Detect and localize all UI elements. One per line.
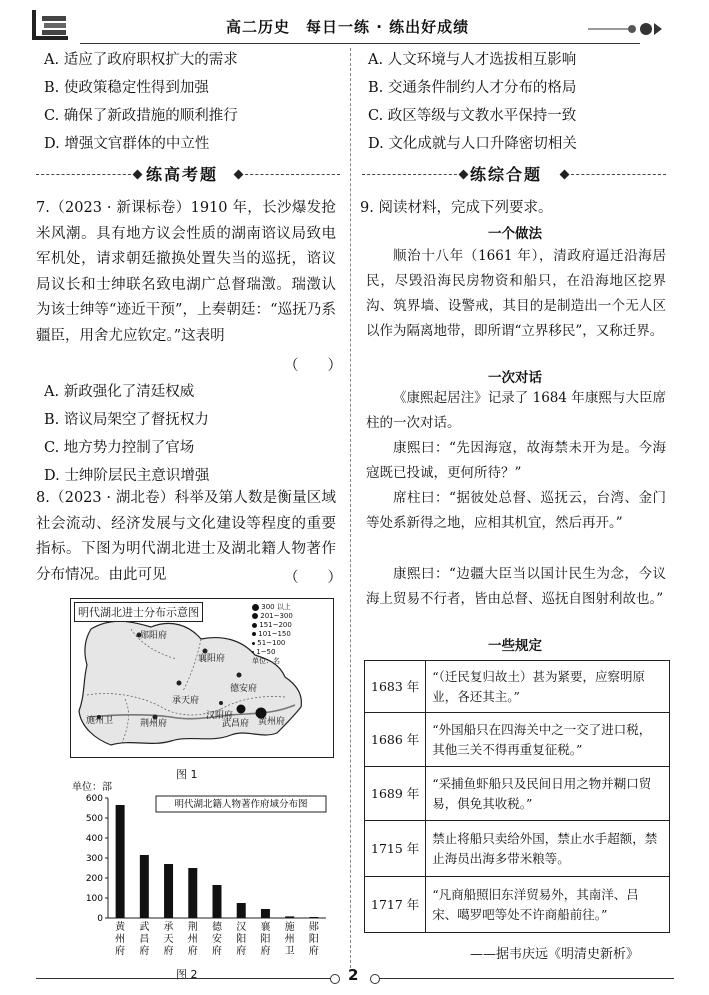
x-tick-label: 荆州府: [187, 922, 198, 957]
y-tick-label: 300: [85, 854, 103, 864]
map-place-shizhouwei: 施州卫: [86, 716, 114, 726]
x-tick-label: 承天府: [163, 922, 174, 957]
q7-stem: 7.（2023 · 新课标卷）1910 年，长沙爆发抢米风潮。具有地方议会性质的湖南谘议局致电军机处，请求朝廷撤换处置失当的巡抚，谘议局议长和士绅联名致电湖广总督瑞澂。瑞澂认为该士绅等“迹近干预”，上奏朝廷：“巡抚乃系疆臣，用舍尤应钦定。”这表明: [36, 200, 336, 344]
rule-text: “凡商船照旧东洋贸易外，其南洋、吕宋、噶罗吧等处不许商船前往。”: [426, 877, 670, 933]
map-place-hanyang: 汉阳府: [206, 711, 234, 721]
rule-text: “采捕鱼虾船只及民间日用之物并糊口贸易，俱免其收税。”: [426, 767, 670, 821]
q9-paragraph-3: 康熙曰：“先因海寇，故海禁未开为是。今海寇既已投诚，更何所待？”: [366, 440, 666, 481]
table-row: [365, 713, 670, 767]
q9-heading-3: 一些规定: [488, 638, 542, 654]
header-title: 高二历史 每日一练 · 练出好成绩: [226, 18, 470, 36]
map-place-chengtian: 承天府: [172, 696, 200, 706]
y-tick-label: 600: [85, 794, 103, 804]
bar: [164, 864, 173, 918]
x-tick-label: 襄阳府: [260, 922, 271, 957]
rules-table: [364, 660, 670, 933]
header-arrow-icon: [588, 14, 668, 44]
option-item: D. 增强文官群体的中立性: [44, 136, 210, 152]
map-caption: 图 1: [176, 768, 198, 781]
footer-dot-icon: [330, 974, 340, 984]
footer-dot-icon: [370, 974, 380, 984]
section-title-right: 练综合题: [470, 165, 543, 184]
x-tick-label: 德安府: [212, 922, 222, 957]
option-item: B. 使政策稳定性得到加强: [44, 80, 209, 96]
table-row: [365, 877, 670, 933]
map-place-xiangyang: 襄阳府: [198, 654, 226, 664]
column-divider: [350, 48, 351, 968]
left-top-options: [44, 50, 238, 162]
hubei-map: [70, 598, 334, 758]
x-tick-label: 施州卫: [284, 922, 295, 957]
q7-options: [44, 382, 209, 494]
option-item: C. 确保了新政措施的顺利推行: [44, 108, 238, 124]
q9-stem: 9. 阅读材料，完成下列要求。: [360, 200, 553, 216]
legend-item: 201~300: [252, 612, 293, 621]
rule-year: 1686 年: [365, 713, 426, 767]
legend-item: 1~50: [252, 648, 293, 657]
map-place-dean: 德安府: [230, 684, 258, 694]
legend-item: 101~150: [252, 630, 293, 639]
option-item: A. 适应了政府职权扩大的需求: [44, 52, 238, 68]
legend-unit: 单位：名: [252, 657, 280, 665]
q9-source: ——据韦庆远《明清史新析》: [470, 947, 640, 962]
y-tick-label: 400: [85, 834, 103, 844]
x-tick-label: 郧阳府: [308, 922, 319, 957]
y-tick-label: 500: [85, 814, 103, 824]
legend-item: 151~200: [252, 621, 293, 630]
chart-caption: 图 2: [176, 968, 198, 981]
y-tick-label: 200: [85, 874, 103, 884]
q9-paragraph-5: 康熙曰：“边疆大臣当以国计民生为念，今议海上贸易不行者，皆由总督、巡抚自图射利故也。”: [366, 566, 666, 607]
bar: [213, 885, 222, 918]
q9-paragraph-1: 顺治十八年（1661 年），清政府逼迁沿海居民，尽毁沿海民房物资和船只，在沿海地区挖界沟、筑界墙、设警戒，其目的是制造出一个无人区以作为隔离地带，即所谓“立界移民”，又称迁界。: [366, 248, 666, 339]
bar: [261, 909, 270, 918]
rule-year: 1683 年: [365, 661, 426, 713]
map-title: 明代湖北进士分布示意图: [74, 602, 203, 622]
rule-year: 1717 年: [365, 877, 426, 933]
option-item: D. 士绅阶层民主意识增强: [44, 468, 210, 484]
bar: [237, 903, 246, 918]
q9-heading-1: 一个做法: [488, 226, 542, 242]
page-number: 2: [348, 966, 359, 984]
bar: [285, 916, 294, 918]
y-tick-label: 0: [97, 914, 103, 924]
option-item: B. 交通条件制约人才分布的格局: [368, 80, 577, 96]
q9-paragraph-2: 《康熙起居注》记录了 1684 年康熙与大臣席柱的一次对话。: [366, 390, 666, 431]
q9-paragraph-4: 席柱曰：“据彼处总督、巡抚云，台湾、金门等处系新得之地，应相其机宜，然后再开。”: [366, 490, 666, 531]
header-book-logo: [30, 6, 74, 42]
rule-text: “（迁民复归故土）甚为紧要，应察明原业，各还其主。”: [426, 661, 670, 713]
table-row: [365, 767, 670, 821]
bar-chart-svg: [70, 778, 332, 968]
bar: [140, 855, 149, 918]
y-tick-label: 100: [85, 894, 103, 904]
q8-stem: 8.（2023 · 湖北卷）科举及第人数是衡量区域社会流动、经济发展与文化建设等程度的重要指标。下图为明代湖北进士及湖北籍人物著作分布情况。由此可见: [36, 490, 336, 583]
legend-item: 51~100: [252, 639, 293, 648]
x-tick-label: 武昌府: [139, 922, 150, 957]
rule-year: 1715 年: [365, 821, 426, 877]
table-row: [365, 661, 670, 713]
rule-text: “外国船只在四海关中之一交了进口税，其他三关不得再重复征税。”: [426, 713, 670, 767]
x-tick-label: 黄州府: [115, 922, 126, 957]
right-top-options: [368, 50, 577, 162]
option-item: A. 人文环境与人才选拔相互影响: [368, 52, 577, 68]
option-item: C. 政区等级与文教水平保持一致: [368, 108, 577, 124]
map-legend: [252, 603, 293, 666]
chart-title: 明代湖北籍人物著作府域分布图: [174, 799, 308, 810]
section-title-left: 练高考题: [146, 165, 219, 184]
q8-answer-bracket: （ ）: [284, 570, 342, 586]
rule-text: 禁止将船只卖给外国，禁止水手超额，禁止海员出海多带米粮等。: [426, 821, 670, 877]
q7-answer-bracket: （ ）: [284, 358, 342, 374]
map-place-yunyang: 郧阳府: [140, 631, 168, 641]
q9-heading-2: 一次对话: [488, 370, 542, 386]
x-tick-label: 汉阳府: [236, 922, 247, 957]
map-place-jingzhou: 荆州府: [140, 719, 168, 729]
map-outline: [71, 599, 333, 757]
option-item: C. 地方势力控制了官场: [44, 440, 195, 456]
map-place-wuchang: 武昌府: [222, 719, 250, 729]
bar: [309, 917, 318, 918]
option-item: A. 新政强化了清廷权威: [44, 384, 195, 400]
footer-rule-right: [378, 978, 674, 979]
bar-chart: [70, 778, 332, 968]
option-item: D. 文化成就与人口升降密切相关: [368, 136, 577, 152]
option-item: B. 谘议局架空了督抚权力: [44, 412, 209, 428]
footer-rule-left: [36, 978, 334, 979]
rule-year: 1689 年: [365, 767, 426, 821]
map-place-huangzhou: 黄州府: [258, 717, 286, 727]
header-rule: [80, 43, 640, 44]
bar: [116, 805, 125, 918]
table-row: [365, 821, 670, 877]
legend-item: 300 以上: [252, 603, 293, 612]
bar: [188, 868, 197, 918]
y-axis-label: 单位：部: [72, 782, 112, 793]
